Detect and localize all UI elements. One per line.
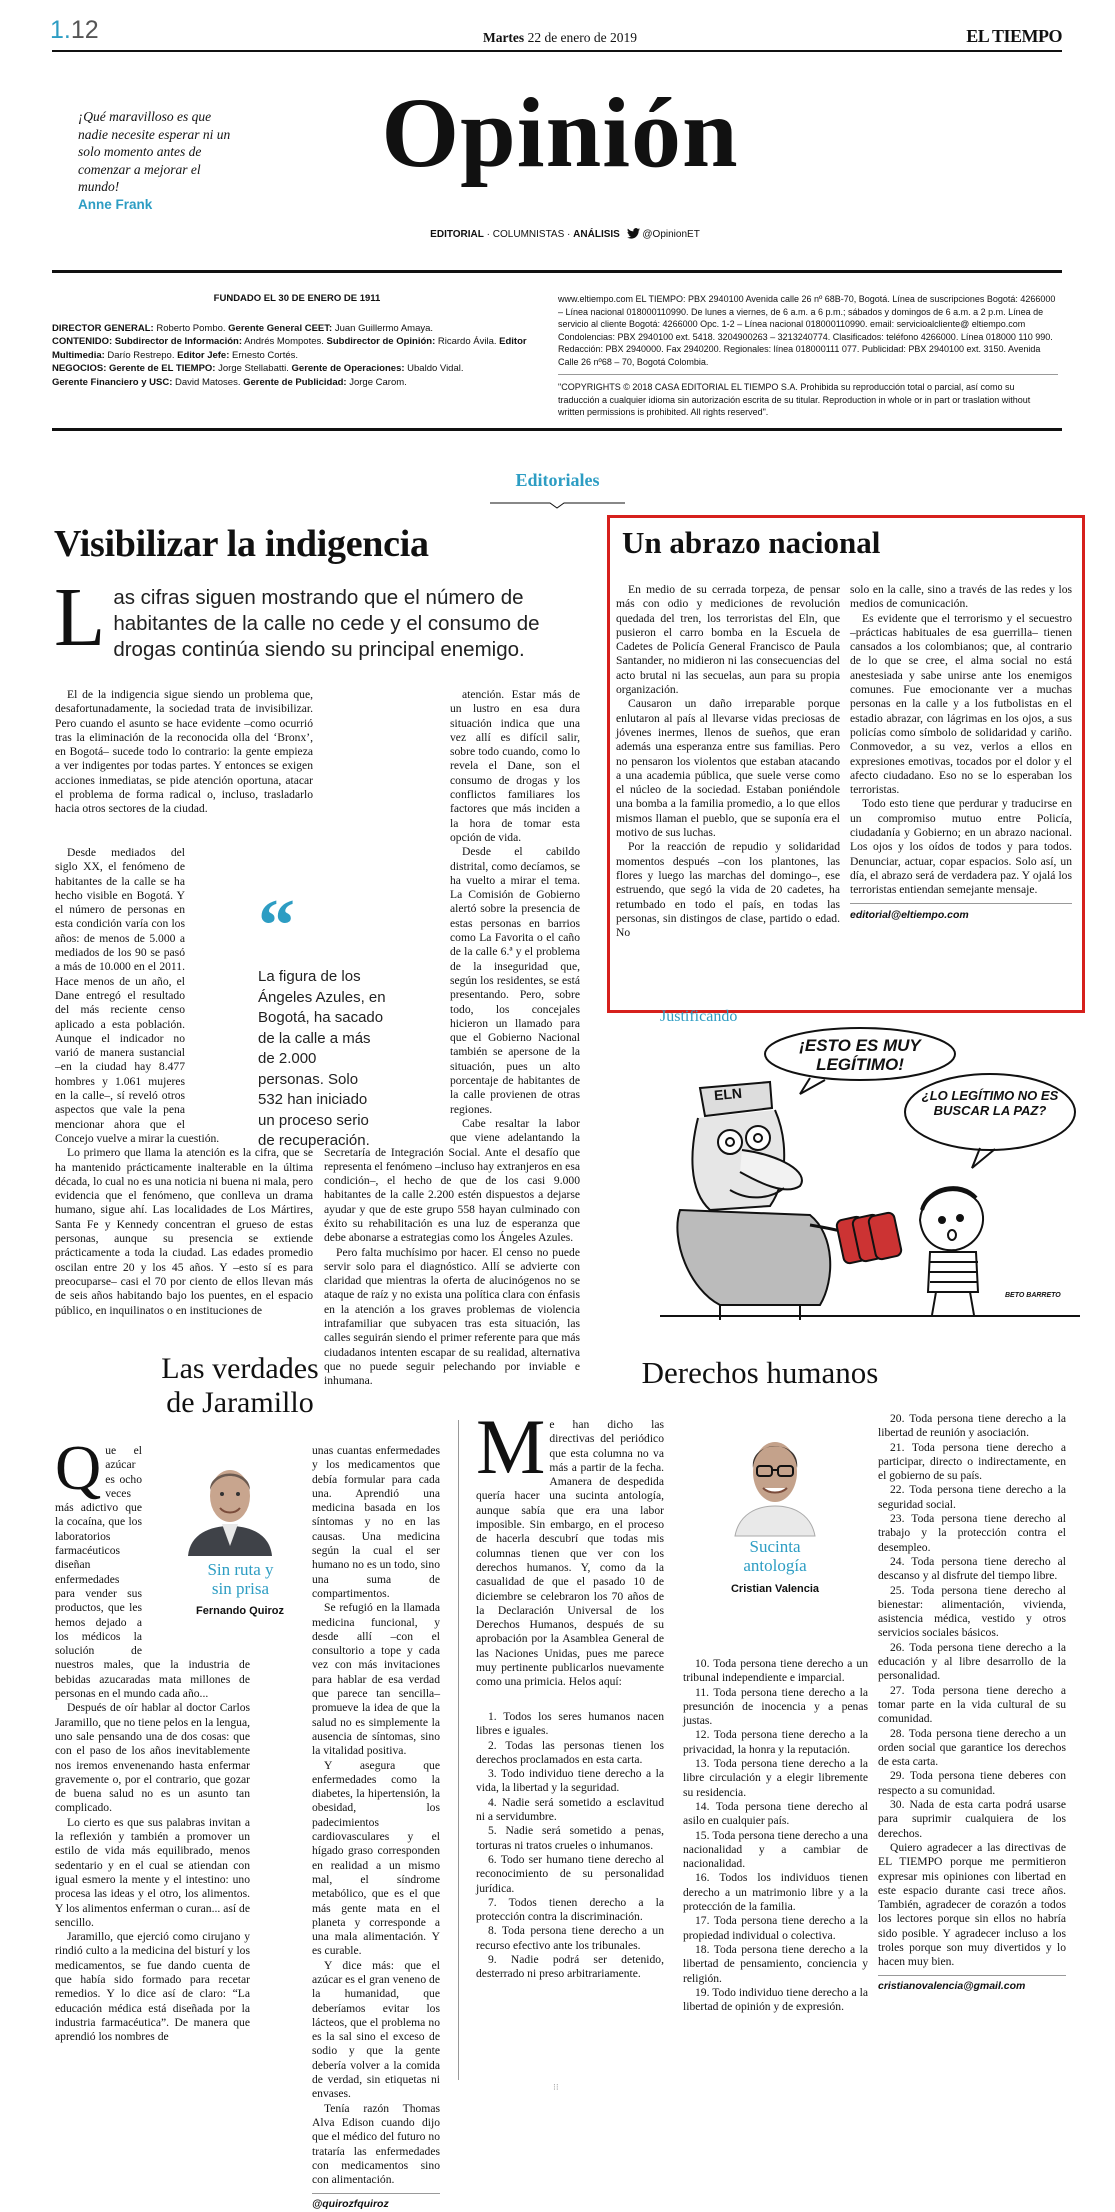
paragraph: Después de oír hablar al doctor Carlos Jaramillo, que no tiene pelos en la lengua, uno sale pensando una de dos cosas: que con el paso de los años inevitablemente nos iremos envenenando hasta enfermar gravemente o, por el contrario, que gozar de buena salud no es un asunto tan complicado.	[55, 1701, 250, 1815]
rights-item: 15. Toda persona tiene derecho a una nacionalidad y a cambiar de nacionalidad.	[683, 1828, 868, 1871]
masthead-left	[52, 292, 542, 389]
nav-sep: ·	[564, 229, 574, 240]
cartoon	[660, 1030, 1080, 1320]
value: Ernesto Cortés.	[229, 349, 299, 361]
rights-item: 23. Toda persona tiene derecho al trabajo y la protección contra el desempleo.	[878, 1512, 1066, 1554]
rights-item: 22. Toda persona tiene derecho a la seguridad social.	[878, 1483, 1066, 1511]
paragraph: Por la reacción de repudio y solidaridad momentos después –con los plantones, las flores y luego las marchas del domingo–, ese estruendo, que segó la vida de 20 cadetes, ha retumbado en todo el país, en todas las personas, sin distingos de clase, partido o edad. No	[616, 840, 840, 940]
rights-item: 26. Toda persona tiene derecho a la educación y al libre desarrollo de la personalidad.	[878, 1640, 1066, 1683]
caption-line: sin prisa	[211, 1579, 270, 1598]
rights-item: 25. Toda persona tiene derecho al bienestar: alimentación, vivienda, asistencia médica, vestido y otros servicios sociales básicos.	[878, 1583, 1066, 1640]
caption-line: antología	[743, 1556, 807, 1575]
rights-item: 6. Todo ser humano tiene derecho al reconocimiento de su personalidad jurídica.	[476, 1852, 664, 1895]
rights-item: 2. Todas las personas tienen los derechos proclamados en esta carta.	[476, 1738, 664, 1766]
label: DIRECTOR GENERAL:	[52, 322, 154, 334]
column2-title: Derechos humanos	[641, 1355, 879, 1390]
page-number	[50, 16, 99, 44]
value: Juan Guillermo Amaya.	[332, 322, 434, 334]
cartoon-label-eln: ELN	[713, 1084, 743, 1104]
quote-author: Anne Frank	[78, 196, 153, 212]
right-items	[878, 1412, 1066, 1841]
masthead-right	[558, 293, 1058, 419]
caption-line: Sucinta	[749, 1537, 801, 1556]
pullquote	[258, 885, 386, 1152]
rights-item: 8. Toda persona tiene derecho a un recurso efectivo ante los tribunales.	[476, 1924, 664, 1952]
paragraph: Tenía razón Thomas Alva Edison cuando dijo que el médico del futuro no trataría las enfermedades con medicamentos sino con alimentación.	[312, 2101, 440, 2187]
founded-line: FUNDADO EL 30 DE ENERO DE 1911	[213, 293, 381, 304]
rights-item: 12. Toda persona tiene derecho a la privacidad, la honra y la reputación.	[683, 1728, 868, 1756]
section-nav	[405, 228, 725, 242]
column2-author: Cristian Valencia	[730, 1583, 820, 1595]
masthead-line-1	[52, 322, 542, 336]
handle-rule	[312, 2193, 440, 2194]
newspaper-logo: EL TIEMPO	[966, 26, 1062, 46]
cartoon-signature: BETO BARRETO	[1005, 1292, 1061, 1299]
label: Subdirector de Información:	[112, 336, 243, 347]
editorial2-col1	[616, 583, 840, 940]
nav-columnistas[interactable]: COLUMNISTAS	[492, 229, 565, 240]
paragraph: Lo cierto es que sus palabras invitan a la reflexión y también a promover un estilo de vida más equilibrado, menos sedentario y en el cual se atiendan con igual esmero la mente y el intestino: uno procesa las ideas y el otro, los alimentos. Y los alimentos enferman o curan... así de sencillo.	[55, 1815, 250, 1929]
author-photo-valencia	[725, 1418, 825, 1536]
editorial1-title: Visibilizar la indigencia	[54, 523, 429, 565]
quote-block	[78, 108, 238, 213]
twitter-handle[interactable]: @OpinionET	[642, 229, 700, 240]
value: Ricardo Ávila.	[435, 336, 500, 347]
column1-title-line-2: de Jaramillo	[166, 1386, 314, 1419]
column2-list-right	[878, 1412, 1066, 1993]
paragraph: Desde mediados del siglo XX, el fenómeno de habitantes de la calle se ha hecho visible en Bogotá. Y el número de personas en esta condición varía con los años: de menos de 5.000 a mediados de los 90 se pasó a más de 10.000 en el 2011. Hace menos de un año, el Dane entregó el resultado del más reciente censo aplicado a esta población. Aunque el indicador no varió de manera sustancial –en la ciudad hay 8.477 hombres y 1.061 mujeres en la calle–, sí reveló otros aspectos que vale la pena mencionar ahora que el Concejo vuelve a mirar la cuestión.	[55, 846, 220, 1145]
column-divider	[458, 1420, 459, 2080]
value: Ubaldo Vidal.	[404, 363, 464, 374]
column2-dropcap: M	[476, 1403, 546, 1490]
author-photo-quiroz	[180, 1446, 280, 1556]
issue-date	[380, 30, 740, 46]
date-day: Martes	[482, 30, 525, 45]
label: Gerente de Operaciones:	[291, 363, 405, 374]
email-rule	[878, 1975, 1066, 1976]
rights-item: 20. Toda persona tiene derecho a la libertad de reunión y asociación.	[878, 1412, 1066, 1440]
paragraph: unas cuantas enfermedades y los medicamentos que debía formular para cada una. Aprendió una medicina basada en los síntomas y no en las causas. Una medicina según la cual el ser humano no es un todo, sino una suma de compartimentos.	[312, 1444, 440, 1600]
paragraph: El de la indigencia sigue siendo un problema que, desafortunadamente, la sociedad trata de invisibilizar. Pero cuando el asunto se hace evidente –como ocurrió tras la eliminación de la reconocida olla del ‘Bronx’, en Bogotá– sucede todo lo contrario: la gente empieza a ver indigentes por todas partes. Y entonces se exigen acciones inmediatas, se pide atención oportuna, atacar el problema de forma radical o, incluso, trasladarlo hacia otros sectores de la ciudad.	[55, 688, 313, 816]
label: Editor Multimedia:	[52, 336, 527, 361]
column1-title	[90, 1352, 390, 1420]
rights-item: 16. Todos los individuos tienen derecho a un matrimonio libre y a la protección de la familia.	[683, 1871, 868, 1914]
rights-item: 11. Toda persona tiene derecho a la presunción de inocencia y a penas justas.	[683, 1685, 868, 1728]
lead-dropcap: L	[54, 571, 106, 664]
column1-author: Fernando Quiroz	[196, 1605, 284, 1617]
signoff-rule	[850, 903, 1072, 904]
paragraph: Todo esto tiene que perdurar y traducirse en un compromiso mutuo entre Policía, ciudadanía y Gobierno; en un abrazo nacional. Los ojos y los oídos de todos y para todos. Denunciar, actuar, copar espacios. Solo así, un día, el abrazo será de verdadera paz. Y ojalá los terroristas entiendan semejante mensaje.	[850, 797, 1072, 897]
column1-caption	[188, 1560, 293, 1598]
section-title: Opinión	[381, 77, 739, 188]
pullquote-text: La figura de los Ángeles Azules, en Bogotá, ha sacado de la calle a más de 2.000 personas. Solo 532 han iniciado un proceso serio de recuperación.	[258, 968, 386, 1149]
label: Gerente de EL TIEMPO:	[106, 363, 216, 374]
rights-item: 17. Toda persona tiene derecho a la propiedad individual o colectiva.	[683, 1914, 868, 1942]
date-rest: 22 de enero de 2019	[524, 30, 638, 45]
masthead-line-4	[52, 376, 542, 390]
copyright: "COPYRIGHTS © 2018 CASA EDITORIAL EL TIEMPO S.A. Prohibida su reproducción total o parcial, así como su traducción a cualquier idioma sin autorización escrita de su titular. Reproduction in whole or in part or traslation without written permissions is prohibited. All rights reserved".	[558, 382, 1031, 417]
paragraph: En medio de su cerrada torpeza, de pensar más con odio y mediciones de revolución quedada del tren, los terroristas del Eln, que pusieron el carro bomba en la Escuela de Cadetes de Policía General Francisco de Paula Santander, no midieron ni las consecuencias del acto brutal ni las secuelas, aun para su propia organización.	[616, 583, 840, 697]
masthead-line-2	[52, 335, 542, 362]
paragraph: atención. Estar más de un lustro en esa dura situación indica que una vez allí es difícil salir, sobre todo cuando, como lo revela el Dane, son el consumo de drogas y los conflictos familiares los factores que más inciden a la hora de tomar esta opción de vida.	[450, 688, 580, 844]
rights-item: 19. Todo individuo tiene derecho a la libertad de opinión y de expresión.	[683, 1985, 868, 2014]
cartoon-bubble-1: ¡ESTO ES MUY LEGÍTIMO!	[799, 1036, 921, 1074]
editoriales-label: Editoriales	[515, 470, 600, 490]
rights-item: 9. Nadie podrá ser detenido, desterrado ni preso arbitrariamente.	[476, 1953, 664, 1981]
cartoon-section-label: Justificando	[660, 1008, 738, 1025]
label: NEGOCIOS:	[52, 363, 107, 374]
paragraph: Jaramillo, que ejerció como cirujano y rindió culto a la medicina del bisturí y los medicamentos, se fue dando cuenta de que había sido formado para recetar remedios. Y lo dice así de claro: “La educación médica está diseñada por la industria farmacéutica”. De manera que aprendió los nombres de	[55, 1930, 250, 2044]
label: Gerente de Publicidad:	[243, 376, 347, 388]
paragraph: Se refugió en la llamada medicina funcional, y desde allí –con el consultorio a tope y cada vez con más invitaciones para hablar de esa verdad que parece tan sencilla– promueve la idea de que la salud no es simplemente la ausencia de síntomas, sino la vitalidad positiva.	[312, 1601, 440, 1758]
page-number-value: 12	[70, 16, 99, 44]
value: Darío Restrepo.	[104, 349, 178, 361]
rights-item: 13. Toda persona tiene derecho a la libre circulación y a elegir libremente su residencia.	[683, 1757, 868, 1799]
rights-item: 28. Toda persona tiene derecho a un orden social que garantice los derechos de esta carta.	[878, 1726, 1066, 1769]
rights-item: 14. Toda persona tiene derecho al asilo en cualquier país.	[683, 1799, 868, 1828]
editorial-email[interactable]: editorial@eltiempo.com	[850, 908, 969, 921]
rights-item: 30. Nada de esta carta podrá usarse para suprimir cualquiera de los derechos.	[878, 1798, 1066, 1840]
value: Jorge Carom.	[346, 376, 407, 388]
rights-item: 4. Nadie será sometido a esclavitud ni a servidumbre.	[476, 1795, 664, 1824]
editorial1-lead	[54, 571, 554, 664]
column2-caption	[715, 1537, 835, 1575]
paragraph: Quiero agradecer a las directivas de EL TIEMPO porque me permitieron expresar mis opiniones con libertad en este espacio durante casi trece años. También, agradecer de corazón a todos los lectores porque sin ellos no habría sido posible. Y agradecer incluso a los troles porque son muy divertidos y lo hacen muy bien.	[878, 1840, 1066, 1969]
paragraph: Cabe resaltar la labor que viene adelantando la Secretaría de Integración Social. Ante el desafío que representa el fenómeno –incluso hay extranjeros en esa condición–, el hecho de que de los casi 9.000 habitantes de la calle 2.200 estén dispuestos a dejarse ayudar y que de este grupo 558 hayan culminado con éxito su rehabilitación es una luz de esperanza que debe abonarse a estrategias como los Ángeles Azules.	[324, 1116, 580, 1245]
rights-item: 10. Toda persona tiene derecho a un tribunal independiente e imparcial.	[683, 1657, 868, 1685]
paragraph: Lo primero que llama la atención es la cifra, que se ha mantenido prácticamente inalterable en la última década, lo cual no es una noticia ni buena ni mala, pero evidencia que el fenómeno, que conlleva un drama humano, sigue ahí. Las localidades de Los Mártires, Santa Fe y Kennedy concentran el grueso de estas personas, aunque su presencia se extiende prácticamente a toda la ciudad. Las edades promedio oscilan entre 20 y los 45 años. Y –esto sí es para preocuparse– casi el 70 por ciento de ellos llevan más de seis años habitando bajo los puentes, en el espacio público, en inquilinatos o en instituciones de	[55, 1146, 313, 1317]
rights-item: 24. Toda persona tiene derecho al descanso y al disfrute del tiempo libre.	[878, 1554, 1066, 1583]
label: Subdirector de Opinión:	[326, 336, 436, 347]
value: Andrés Mompotes.	[242, 336, 327, 347]
masthead-line-3	[52, 362, 542, 376]
rights-item: 21. Toda persona tiene derecho a participar, directo o indirectamente, en el gobierno de su país.	[878, 1440, 1066, 1483]
paragraph: solo en la calle, sino a través de las redes y los medios de comunicación.	[850, 583, 1072, 611]
cartoon-bubble-2: ¿LO LEGÍTIMO NO ES BUSCAR LA PAZ?	[921, 1088, 1059, 1118]
contact-info: www.eltiempo.com EL TIEMPO: PBX 2940100 Avenida calle 26 nº 68B-70, Bogotá. Línea de suscripciones Bogotá: 4266000 – Línea nacional 018000110990. De lunes a viernes, de 6 a.m. a 6 p.m.; sábados y domingos de 6 a.m. a 2 p.m. Línea de servicio al cliente Bogotá: 4266000 Opc. 1-2 – Línea nacional 018000110990. email: servicioalcliente@ eltiempo.com Condolencias: PBX 2940100 ext. 5418. 3204900263 – 3213240774. Clasificados: teléfono 4266000. Línea 018000 110 990. Redacción: PBX 2940000. Fax 2940200. Regionales: línea 018000111 077. Publicidad: PBX 2940100 ext. 3150. Avenida Calle 26 nº68 – 70, Bogotá Colombia.	[558, 294, 1056, 367]
value: Jorge Stellabatti.	[215, 363, 292, 374]
paragraph: Y asegura que enfermedades como la diabetes, la hipertensión, la obesidad, los padecimientos cardiovasculares y el hígado graso corresponden en realidad a un mismo mal, el síndrome metabólico, que es el que más gente mata en el planeta y corresponde a una mala alimentación. Y es curable.	[312, 1758, 440, 1958]
column1-text-right	[312, 1444, 440, 2212]
value: David Matoses.	[172, 376, 244, 388]
label: Gerente Financiero y USC:	[52, 376, 173, 388]
nav-sep: ·	[483, 229, 493, 240]
header-rule	[52, 50, 1062, 52]
rights-item: 27. Toda persona tiene derecho a tomar parte en la vida cultural de su comunidad.	[878, 1683, 1066, 1726]
nav-editorial[interactable]: EDITORIAL	[430, 229, 484, 240]
masthead-top-rule	[52, 270, 1062, 273]
quote-text: ¡Qué maravilloso es que nadie necesite esperar ni un solo momento antes de comenzar a mejorar el mundo!	[78, 109, 231, 194]
rights-item: 7. Todos tienen derecho a la protección contra la discriminación.	[476, 1895, 664, 1924]
rights-item: 18. Toda persona tiene derecho a la libertad de pensamiento, conciencia y religión.	[683, 1942, 868, 1985]
paragraph: Desde el cabildo distrital, como decíamos, se ha vuelto a mirar el tema. La Comisión de Gobierno alertó sobre la presencia de estas personas en barrios como La Favorita o el caño de la calle 6.ª y el problema de la inseguridad que, según los residentes, se está presentando. Pero, sobre todo, los concejales hicieron un llamado para que el Gobierno Nacional también se apersone de la situación, pues un alto porcentaje de habitantes de la calle provienen de otras regiones.	[450, 845, 580, 1116]
column2-intro	[476, 1403, 664, 1690]
editorial1-col1	[55, 688, 313, 817]
rights-item: 29. Toda persona tiene deberes con respecto a su comunidad.	[878, 1769, 1066, 1797]
editoriales-underline	[490, 494, 625, 502]
column1-title-line-1: Las verdades	[161, 1352, 319, 1385]
crop-mark-bottom: ⁝⁝	[553, 2082, 559, 2092]
contact-divider	[558, 374, 1058, 375]
paragraph: Causaron un daño irreparable porque enlutaron al país al llevarse vidas preciosas de jóvenes inermes, llenos de sueños, que eran además una esperanza entre sus familias. Pero no pensaron los violentos que estaban atacando a una academia pública, que suele verse como el núcleo de la sociedad. Estaban poniéndole una bomba a la familia promedio, a lo que ellos mismos llaman el pueblo, que se suponía era el motivo de sus luchas.	[616, 697, 840, 840]
page-number-prefix: 1.	[50, 16, 71, 44]
paragraph: Es evidente que el terrorismo y el secuestro –prácticas habituales de esa guerrilla– tienen cansados a los colombianos; que, al contrario de lo que se cree, el alma social no está anestesiada y sabe unirse ante los enemigos comunes. Fue emocionante ver a muchas personas en la calle y a los futbolistas en el estadio abrazar, con lágrimas en los ojos, a sus policías como símbolo de solidaridad y cariño. Conmovedor, a su vez, verlos a ellos en expresiones emotivas, tocados por el dolor y el afecto ciudadano. Eso no se lo esperaban los terroristas.	[850, 611, 1072, 797]
paragraph: Y dice más: que el azúcar es el gran veneno de la humanidad, que deberíamos evitar los lácteos, que el problema no es la sal sino el exceso de sodio y que la gente debería volver a la comida de verdad, sin etiquetas ni envases.	[312, 1958, 440, 2101]
paragraph: Pero falta muchísimo por hacer. El censo no puede servir solo para el diagnóstico. Allí se advierte con claridad que mientras la oferta de alucinógenos no se ataque de raíz y no exista una política clara con énfasis en la atención a los graves problemas de violencia intrafamiliar que subyacen tras esta situación, las calles seguirán siendo el primer referente para que más ciudadanos intenten escapar de su realidad, alternativa que no puede seguir pelechando por inviable e inhumana.	[324, 1245, 580, 1388]
label: Gerente General CEET:	[228, 322, 333, 334]
column1-dropcap: Q	[55, 1432, 102, 1503]
value: Roberto Pombo.	[153, 322, 229, 334]
label: Editor Jefe:	[177, 349, 230, 361]
paragraph: e han dicho las directivas del periódico que esta columna no va más a partir de la fecha. Amanera de despedida quería hacer una sucinta antología, aunque sabía que era una labor imposible. Sin embargo, en el proceso de hacerla descubrí que todas mis columnas tienen que ver con los derechos humanos. Y, como da la casualidad de que el pasado 10 de diciembre se celebraron los 70 años de la Declaración Universal de los Derechos Humanos, después de su aprobación por la Asamblea General de las Naciones Unidas, pues me parece muy pertinente publicarlos nuevamente como una primicia. Helos aquí:	[476, 1418, 664, 1689]
paragraph: ue el azúcar es ocho veces más adictivo que la cocaína, que los laboratorios farmacéuticos diseñan enfermedades para vender sus productos, que les hemos dejado a los médicos la solución de nuestros males, que la industria de bebidas azucaradas mata millones de personas en el mundo cada año...	[55, 1444, 250, 1701]
editorial2-col2	[850, 583, 1072, 922]
nav-analisis[interactable]: ANÁLISIS	[573, 229, 620, 240]
rights-item: 1. Todos los seres humanos nacen libres e iguales.	[476, 1710, 664, 1738]
rights-item: 5. Nadie será sometido a penas, torturas ni tratos crueles o inhumanos.	[476, 1824, 664, 1852]
column2-list-mid	[683, 1657, 868, 2014]
column1-handle[interactable]: @quirozfquiroz	[312, 2198, 389, 2211]
caption-line: Sin ruta y	[207, 1560, 274, 1579]
rights-item: 3. Todo individuo tiene derecho a la vida, la libertad y la seguridad.	[476, 1767, 664, 1795]
column2-email[interactable]: cristianovalencia@gmail.com	[878, 1979, 1026, 1992]
label: CONTENIDO:	[52, 336, 113, 347]
editorial2-title: Un abrazo nacional	[622, 525, 881, 560]
twitter-icon	[627, 228, 640, 242]
quote-mark-icon: “	[258, 885, 295, 967]
column2-list-left	[476, 1710, 664, 1982]
lead-text: as cifras siguen mostrando que el número de habitantes de la calle no cede y el consumo de drogas continúa siendo su principal enemigo.	[113, 586, 540, 661]
masthead-bottom-rule	[52, 428, 1062, 431]
